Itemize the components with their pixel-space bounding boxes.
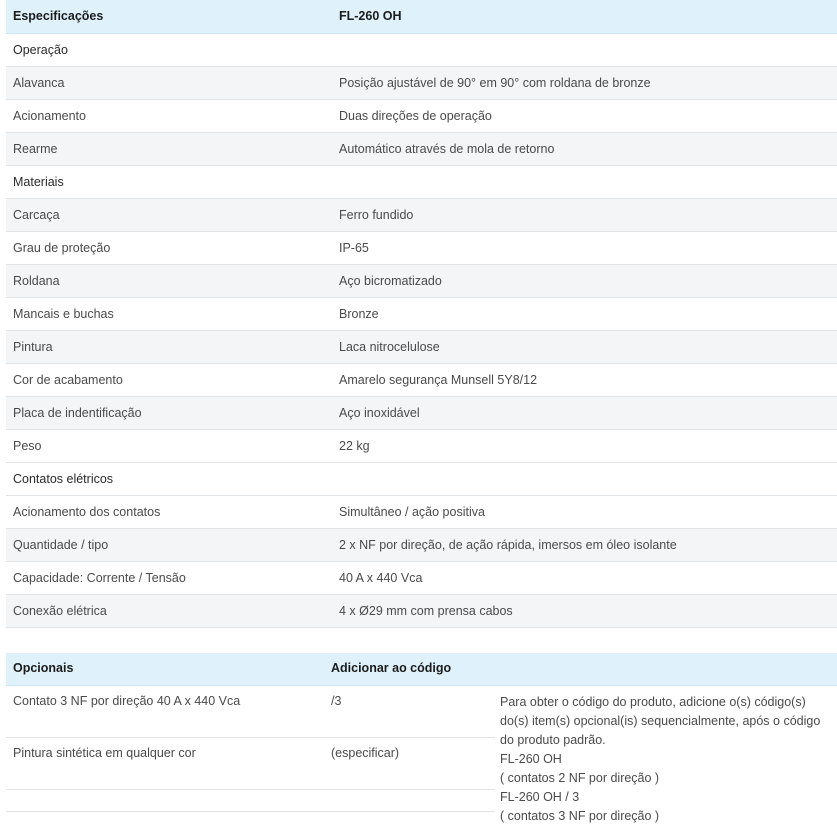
note-line: do produto padrão. xyxy=(500,733,606,747)
spec-row xyxy=(6,231,837,264)
spec-row xyxy=(6,132,837,165)
spec-header-label: Especificações xyxy=(6,0,332,33)
spec-label: Alavanca xyxy=(6,66,332,99)
spec-value: Bronze xyxy=(332,297,837,330)
optional-row xyxy=(6,686,495,738)
spec-row xyxy=(6,528,837,561)
spec-value: Ferro fundido xyxy=(332,198,837,231)
spec-row xyxy=(6,330,837,363)
spec-row xyxy=(6,495,837,528)
optional-code: (especificar) xyxy=(331,746,400,760)
spec-label: Acionamento dos contatos xyxy=(6,495,332,528)
spec-row xyxy=(6,429,837,462)
note-line: FL-260 OH xyxy=(500,752,562,766)
spec-value: Aço inoxidável xyxy=(332,396,837,429)
spec-value: Aço bicromatizado xyxy=(332,264,837,297)
spec-section-title: Operação xyxy=(6,33,332,66)
optional-label: Pintura sintética em qualquer cor xyxy=(13,746,196,760)
note-line: do(s) item(s) opcional(is) sequencialmente, após o código xyxy=(500,714,821,728)
spec-row xyxy=(6,66,837,99)
spec-value: Automático através de mola de retorno xyxy=(332,132,837,165)
spec-row xyxy=(6,594,837,627)
spec-label: Carcaça xyxy=(6,198,332,231)
spec-label: Acionamento xyxy=(6,99,332,132)
spec-value: Duas direções de operação xyxy=(332,99,837,132)
spec-row xyxy=(6,396,837,429)
spec-value: Amarelo segurança Munsell 5Y8/12 xyxy=(332,363,837,396)
spec-row xyxy=(6,198,837,231)
spec-value: 2 x NF por direção, de ação rápida, imersos em óleo isolante xyxy=(332,528,837,561)
spec-label: Peso xyxy=(6,429,332,462)
spec-row xyxy=(6,99,837,132)
optionals-table xyxy=(6,653,837,823)
spec-value: 22 kg xyxy=(332,429,837,462)
spec-label: Roldana xyxy=(6,264,332,297)
spec-section-title: Materiais xyxy=(6,165,332,198)
optional-row xyxy=(6,738,495,790)
spec-value: 4 x Ø29 mm com prensa cabos xyxy=(332,594,837,627)
spec-row xyxy=(6,264,837,297)
spec-label: Mancais e buchas xyxy=(6,297,332,330)
spec-section-row xyxy=(6,33,837,66)
optional-label: Contato 3 NF por direção 40 A x 440 Vca xyxy=(13,694,241,708)
spec-value xyxy=(332,462,837,495)
spec-label: Quantidade / tipo xyxy=(6,528,332,561)
spec-value xyxy=(332,33,837,66)
spec-table xyxy=(6,0,837,628)
optional-code: /3 xyxy=(331,694,342,708)
optionals-header-code: Adicionar ao código xyxy=(331,661,452,675)
spec-label: Grau de proteção xyxy=(6,231,332,264)
optionals-header-row xyxy=(6,653,837,686)
spec-header-model: FL-260 OH xyxy=(332,0,837,33)
spec-value: Simultâneo / ação positiva xyxy=(332,495,837,528)
spec-section-title: Contatos elétricos xyxy=(6,462,332,495)
spec-row xyxy=(6,561,837,594)
spec-value: Laca nitrocelulose xyxy=(332,330,837,363)
spec-value: 40 A x 440 Vca xyxy=(332,561,837,594)
note-line: ( contatos 3 NF por direção ) xyxy=(500,809,660,823)
optionals-note xyxy=(500,693,836,826)
spec-value: Posição ajustável de 90° em 90° com roldana de bronze xyxy=(332,66,837,99)
spec-row xyxy=(6,297,837,330)
optionals-header-label: Opcionais xyxy=(13,661,74,675)
spec-label: Conexão elétrica xyxy=(6,594,332,627)
spec-label: Capacidade: Corrente / Tensão xyxy=(6,561,332,594)
spec-label: Pintura xyxy=(6,330,332,363)
spec-section-row xyxy=(6,462,837,495)
note-line: Para obter o código do produto, adicione o(s) código(s) xyxy=(500,695,806,709)
spec-label: Placa de indentificação xyxy=(6,396,332,429)
spec-header-row xyxy=(6,0,837,33)
spec-label: Rearme xyxy=(6,132,332,165)
spec-section-row xyxy=(6,165,837,198)
spec-label: Cor de acabamento xyxy=(6,363,332,396)
spec-value xyxy=(332,165,837,198)
optional-row-empty xyxy=(6,790,495,812)
note-line: FL-260 OH / 3 xyxy=(500,790,580,804)
spec-value: IP-65 xyxy=(332,231,837,264)
note-line: ( contatos 2 NF por direção ) xyxy=(500,771,660,785)
spec-row xyxy=(6,363,837,396)
